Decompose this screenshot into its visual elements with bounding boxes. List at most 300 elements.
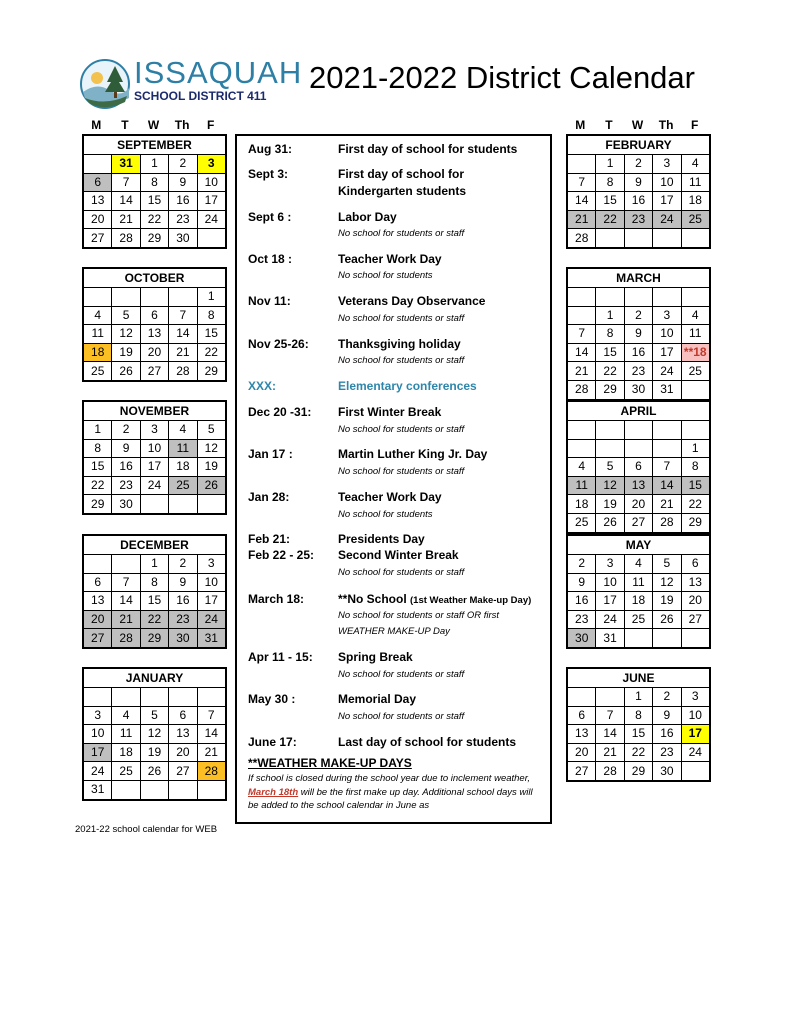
calendar-day: 24	[653, 210, 681, 229]
event-date: Dec 20 -31:	[248, 405, 312, 419]
event-note: No school for students	[338, 270, 433, 281]
calendar-day: 6	[83, 573, 112, 592]
calendar-day: 17	[140, 458, 168, 477]
calendar-day: 12	[140, 725, 168, 744]
calendar-day: 12	[653, 573, 681, 592]
week-row	[567, 743, 710, 762]
week-row	[83, 780, 226, 799]
event-date: Nov 25-26:	[248, 337, 309, 351]
calendar-day: 4	[83, 306, 112, 325]
week-row	[83, 629, 226, 648]
month-name: JANUARY	[83, 668, 226, 688]
calendar-day: 22	[624, 743, 652, 762]
month-name: JUNE	[567, 668, 710, 688]
event-title: First Winter Break	[338, 405, 442, 419]
calendar-day: 15	[140, 592, 168, 611]
calendar-day	[653, 439, 681, 458]
calendar-day: 9	[624, 325, 652, 344]
calendar-day: 18	[567, 495, 596, 514]
calendar-day: 7	[169, 306, 197, 325]
calendar-day: 6	[140, 306, 168, 325]
calendar-day: 13	[624, 476, 652, 495]
calendar-day	[681, 288, 710, 307]
calendar-day: 13	[140, 325, 168, 344]
calendar-day	[112, 555, 140, 574]
day-header: F	[207, 118, 215, 132]
calendar-day: 4	[681, 155, 710, 174]
calendar-day: 21	[653, 495, 681, 514]
day-header: Th	[174, 118, 190, 132]
calendar-day: 18	[83, 343, 112, 362]
event-title: Veterans Day Observance	[338, 294, 486, 308]
calendar-day	[83, 688, 112, 707]
calendar-day: 21	[112, 610, 140, 629]
event-title: Second Winter Break	[338, 548, 459, 562]
calendar-day: 1	[140, 155, 168, 174]
weather-heading: **WEATHER MAKE-UP DAYS	[248, 756, 412, 770]
calendar-day: 7	[197, 706, 226, 725]
calendar-day: 28	[567, 380, 596, 399]
calendar-day: 29	[596, 380, 624, 399]
event-title: Thanksgiving holiday	[338, 337, 461, 351]
week-row	[83, 173, 226, 192]
week-row	[567, 725, 710, 744]
calendar-day: 8	[140, 573, 168, 592]
day-header: T	[605, 118, 613, 132]
event-note: No school for students	[338, 509, 433, 520]
events-panel	[235, 134, 552, 824]
calendar-day: 9	[567, 573, 596, 592]
week-row	[83, 725, 226, 744]
calendar-day: 26	[596, 513, 624, 532]
calendar-day	[596, 688, 624, 707]
calendar-day	[596, 421, 624, 440]
calendar-day	[83, 155, 112, 174]
calendar-day: 16	[112, 458, 140, 477]
calendar-day: 29	[197, 362, 226, 381]
event-title: Teacher Work Day	[338, 252, 442, 266]
calendar-day: 23	[169, 610, 197, 629]
calendar-day: 2	[169, 155, 197, 174]
event-title: Teacher Work Day	[338, 490, 442, 504]
month-calendar-november	[82, 400, 227, 515]
calendar-day: 16	[624, 192, 652, 211]
event-date: June 17:	[248, 735, 297, 749]
month-name: FEBRUARY	[567, 135, 710, 155]
event-title: Last day of school for students	[338, 735, 517, 749]
calendar-day: 17	[653, 192, 681, 211]
calendar-day: 24	[140, 476, 168, 495]
week-row	[83, 706, 226, 725]
calendar-day: 28	[112, 629, 140, 648]
month-name: MARCH	[567, 268, 710, 288]
event-title-small: (1st Weather Make-up Day)	[410, 595, 532, 606]
calendar-day	[112, 288, 140, 307]
calendar-day	[169, 688, 197, 707]
event-title: First day of school for	[338, 167, 465, 181]
calendar-day: 14	[169, 325, 197, 344]
calendar-day: 1	[83, 421, 112, 440]
day-header: T	[121, 118, 129, 132]
event-title: Kindergarten students	[338, 184, 467, 198]
calendar-day: 22	[83, 476, 112, 495]
week-row	[83, 555, 226, 574]
calendar-day: 27	[169, 762, 197, 781]
calendar-day: 27	[83, 629, 112, 648]
event-date: Feb 22 - 25:	[248, 548, 315, 562]
calendar-day: 17	[653, 343, 681, 362]
calendar-day: 3	[197, 155, 226, 174]
calendar-day	[681, 421, 710, 440]
week-row	[567, 421, 710, 440]
calendar-day: 13	[567, 725, 596, 744]
calendar-day: 11	[624, 573, 652, 592]
event-note: No school for students or staff	[338, 313, 465, 324]
calendar-day: 3	[653, 155, 681, 174]
week-row	[83, 743, 226, 762]
calendar-day: 4	[681, 306, 710, 325]
calendar-day: 20	[140, 343, 168, 362]
calendar-day	[653, 629, 681, 648]
calendar-day: 21	[169, 343, 197, 362]
page-title: 2021-2022 District Calendar	[309, 60, 695, 95]
calendar-day: 29	[83, 495, 112, 514]
week-row	[83, 495, 226, 514]
calendar-day	[567, 688, 596, 707]
calendar-day: 27	[624, 513, 652, 532]
calendar-day: 27	[83, 229, 112, 248]
week-row	[83, 592, 226, 611]
calendar-day: 30	[567, 629, 596, 648]
calendar-day	[140, 495, 168, 514]
calendar-day: 17	[197, 192, 226, 211]
left-day-headers	[82, 118, 225, 132]
calendar-day: 20	[567, 743, 596, 762]
footer-note: 2021-22 school calendar for WEB	[75, 824, 218, 835]
week-row	[83, 688, 226, 707]
day-header: W	[147, 118, 160, 132]
week-row	[83, 421, 226, 440]
calendar-day: 21	[567, 210, 596, 229]
week-row	[567, 306, 710, 325]
calendar-day	[567, 439, 596, 458]
calendar-day: 13	[681, 573, 710, 592]
calendar-day: 12	[596, 476, 624, 495]
calendar-day: 9	[624, 173, 652, 192]
calendar-day: 24	[197, 210, 226, 229]
event-date: Feb 21:	[248, 532, 291, 546]
calendar-day: 24	[596, 610, 624, 629]
week-row	[83, 476, 226, 495]
calendar-day: 28	[567, 229, 596, 248]
calendar-day: 13	[83, 592, 112, 611]
event-title: Martin Luther King Jr. Day	[338, 447, 488, 461]
calendar-day	[567, 421, 596, 440]
calendar-day: 20	[83, 210, 112, 229]
calendar-day: 4	[169, 421, 197, 440]
calendar-day: 22	[197, 343, 226, 362]
weather-highlight-date: March 18th	[248, 786, 299, 798]
calendar-day: 9	[112, 439, 140, 458]
calendar-day: 25	[624, 610, 652, 629]
calendar-day: 22	[596, 362, 624, 381]
calendar-day: 19	[140, 743, 168, 762]
week-row	[567, 229, 710, 248]
week-row	[567, 458, 710, 477]
calendar-day	[197, 688, 226, 707]
calendar-day: 9	[653, 706, 681, 725]
week-row	[567, 210, 710, 229]
event-note: No school for students or staff	[338, 711, 465, 722]
calendar-day: 7	[112, 173, 140, 192]
calendar-day: 10	[197, 173, 226, 192]
calendar-day: 15	[624, 725, 652, 744]
calendar-day: 17	[596, 592, 624, 611]
week-row	[83, 288, 226, 307]
calendar-day: 30	[624, 380, 652, 399]
calendar-day: 4	[624, 555, 652, 574]
calendar-day: 25	[681, 210, 710, 229]
calendar-day: 8	[596, 173, 624, 192]
calendar-day: 24	[197, 610, 226, 629]
calendar-day	[624, 229, 652, 248]
event-note: No school for students or staff	[338, 567, 465, 578]
calendar-day: 2	[624, 155, 652, 174]
calendar-day	[169, 288, 197, 307]
calendar-day: 3	[681, 688, 710, 707]
calendar-day: 4	[567, 458, 596, 477]
calendar-day: 29	[624, 762, 652, 781]
weather-text-a: If school is closed during the school year due to inclement weather,	[248, 773, 530, 784]
month-calendar-june	[566, 667, 711, 782]
calendar-day: 8	[197, 306, 226, 325]
calendar-day: 2	[653, 688, 681, 707]
calendar-day: 6	[624, 458, 652, 477]
calendar-day: 17	[197, 592, 226, 611]
calendar-day: 7	[596, 706, 624, 725]
event-note: No school for students or staff	[338, 424, 465, 435]
month-name: APRIL	[567, 401, 710, 421]
month-name: NOVEMBER	[83, 401, 226, 421]
calendar-day: 16	[169, 592, 197, 611]
calendar-day: 25	[83, 362, 112, 381]
event-title: Presidents Day	[338, 532, 425, 546]
calendar-day	[140, 780, 168, 799]
week-row	[567, 476, 710, 495]
day-header: W	[631, 118, 644, 132]
calendar-day: 18	[624, 592, 652, 611]
calendar-day	[567, 306, 596, 325]
calendar-day: 30	[169, 629, 197, 648]
week-row	[567, 555, 710, 574]
calendar-day: 6	[567, 706, 596, 725]
calendar-day: 26	[653, 610, 681, 629]
calendar-day: 3	[83, 706, 112, 725]
week-row	[83, 573, 226, 592]
calendar-day	[197, 229, 226, 248]
event-note: No school for students or staff OR first	[338, 610, 500, 621]
calendar-day: 3	[596, 555, 624, 574]
week-row	[567, 629, 710, 648]
calendar-day	[596, 229, 624, 248]
week-row	[567, 325, 710, 344]
event-title: First day of school for students	[338, 142, 518, 156]
calendar-day: 13	[169, 725, 197, 744]
week-row	[567, 573, 710, 592]
event-date: Sept 3:	[248, 167, 289, 181]
calendar-day	[83, 555, 112, 574]
calendar-day	[112, 780, 140, 799]
calendar-day: 27	[567, 762, 596, 781]
week-row	[567, 513, 710, 532]
calendar-day	[169, 780, 197, 799]
calendar-day: 5	[112, 306, 140, 325]
event-title: Labor Day	[338, 210, 397, 224]
calendar-day	[681, 629, 710, 648]
calendar-day: 10	[596, 573, 624, 592]
calendar-day: 18	[112, 743, 140, 762]
calendar-day	[681, 380, 710, 399]
week-row	[567, 706, 710, 725]
week-row	[83, 306, 226, 325]
calendar-day: 19	[197, 458, 226, 477]
calendar-day: 7	[567, 173, 596, 192]
calendar-day: 17	[681, 725, 710, 744]
calendar-day: 25	[567, 513, 596, 532]
calendar-day: 30	[653, 762, 681, 781]
month-name: OCTOBER	[83, 268, 226, 288]
calendar-day: 20	[624, 495, 652, 514]
day-header: M	[91, 118, 102, 132]
event-date: May 30 :	[248, 692, 296, 706]
calendar-day: 23	[653, 743, 681, 762]
calendar-day: **18	[681, 343, 710, 362]
calendar-day: 9	[169, 573, 197, 592]
event-note: WEATHER MAKE-UP Day	[338, 626, 450, 637]
calendar-day	[596, 288, 624, 307]
month-name: SEPTEMBER	[83, 135, 226, 155]
calendar-day	[140, 688, 168, 707]
week-row	[83, 229, 226, 248]
calendar-day: 11	[112, 725, 140, 744]
week-row	[567, 688, 710, 707]
calendar-day: 13	[83, 192, 112, 211]
calendar-day: 28	[169, 362, 197, 381]
calendar-day: 8	[140, 173, 168, 192]
event-note: No school for students or staff	[338, 228, 465, 239]
calendar-day	[624, 421, 652, 440]
day-header: Th	[658, 118, 674, 132]
calendar-day: 5	[653, 555, 681, 574]
calendar-day: 26	[112, 362, 140, 381]
calendar-day: 9	[169, 173, 197, 192]
calendar-day: 5	[596, 458, 624, 477]
weather-text-b: will be the first make up day. Additional school days will be added to the school calendar in June as	[248, 786, 533, 811]
calendar-day: 31	[596, 629, 624, 648]
event-note: No school for students or staff	[338, 355, 465, 366]
week-row	[83, 155, 226, 174]
event-title: Elementary conferences	[338, 379, 477, 393]
calendar-day	[681, 229, 710, 248]
event-note: No school for students or staff	[338, 669, 465, 680]
calendar-day	[197, 780, 226, 799]
calendar-day: 27	[681, 610, 710, 629]
week-row	[567, 610, 710, 629]
calendar-day: 21	[567, 362, 596, 381]
calendar-day: 31	[197, 629, 226, 648]
calendar-day: 28	[197, 762, 226, 781]
calendar-day: 6	[169, 706, 197, 725]
calendar-day	[567, 155, 596, 174]
week-row	[83, 210, 226, 229]
event-title: Memorial Day	[338, 692, 417, 706]
month-calendar-april	[566, 400, 711, 534]
calendar-day: 10	[197, 573, 226, 592]
calendar-day: 10	[653, 173, 681, 192]
calendar-day: 27	[140, 362, 168, 381]
calendar-day	[653, 421, 681, 440]
calendar-day: 24	[681, 743, 710, 762]
calendar-day: 15	[596, 343, 624, 362]
calendar-day: 25	[169, 476, 197, 495]
calendar-day: 15	[197, 325, 226, 344]
calendar-day: 29	[681, 513, 710, 532]
calendar-day: 10	[653, 325, 681, 344]
calendar-day: 25	[681, 362, 710, 381]
calendar-day: 20	[169, 743, 197, 762]
day-header: F	[691, 118, 699, 132]
calendar-day: 2	[169, 555, 197, 574]
event-date: Sept 6 :	[248, 210, 292, 224]
calendar-day: 15	[681, 476, 710, 495]
month-calendar-january	[82, 667, 227, 801]
calendar-day	[653, 229, 681, 248]
calendar-day: 28	[653, 513, 681, 532]
calendar-day	[83, 288, 112, 307]
logo-name: ISSAQUAH	[134, 55, 303, 90]
week-row	[567, 173, 710, 192]
event-date: Oct 18 :	[248, 252, 293, 266]
calendar-day: 6	[681, 555, 710, 574]
calendar-day: 15	[140, 192, 168, 211]
calendar-day: 22	[596, 210, 624, 229]
calendar-day: 23	[624, 362, 652, 381]
calendar-day: 15	[596, 192, 624, 211]
calendar-day: 30	[169, 229, 197, 248]
month-calendar-december	[82, 534, 227, 649]
calendar-day: 14	[567, 192, 596, 211]
calendar-day: 11	[681, 325, 710, 344]
calendar-day: 1	[681, 439, 710, 458]
week-row	[567, 343, 710, 362]
calendar-day: 21	[596, 743, 624, 762]
week-row	[567, 592, 710, 611]
calendar-day: 25	[112, 762, 140, 781]
calendar-day: 31	[653, 380, 681, 399]
calendar-day: 31	[83, 780, 112, 799]
calendar-day: 22	[681, 495, 710, 514]
calendar-day: 1	[596, 306, 624, 325]
calendar-day: 23	[112, 476, 140, 495]
month-name: MAY	[567, 535, 710, 555]
calendar-day: 11	[681, 173, 710, 192]
logo-subtitle: SCHOOL DISTRICT 411	[134, 89, 267, 103]
calendar-day: 8	[83, 439, 112, 458]
event-date: Aug 31:	[248, 142, 293, 156]
calendar-day: 19	[653, 592, 681, 611]
calendar-day: 16	[567, 592, 596, 611]
calendar-day: 14	[567, 343, 596, 362]
